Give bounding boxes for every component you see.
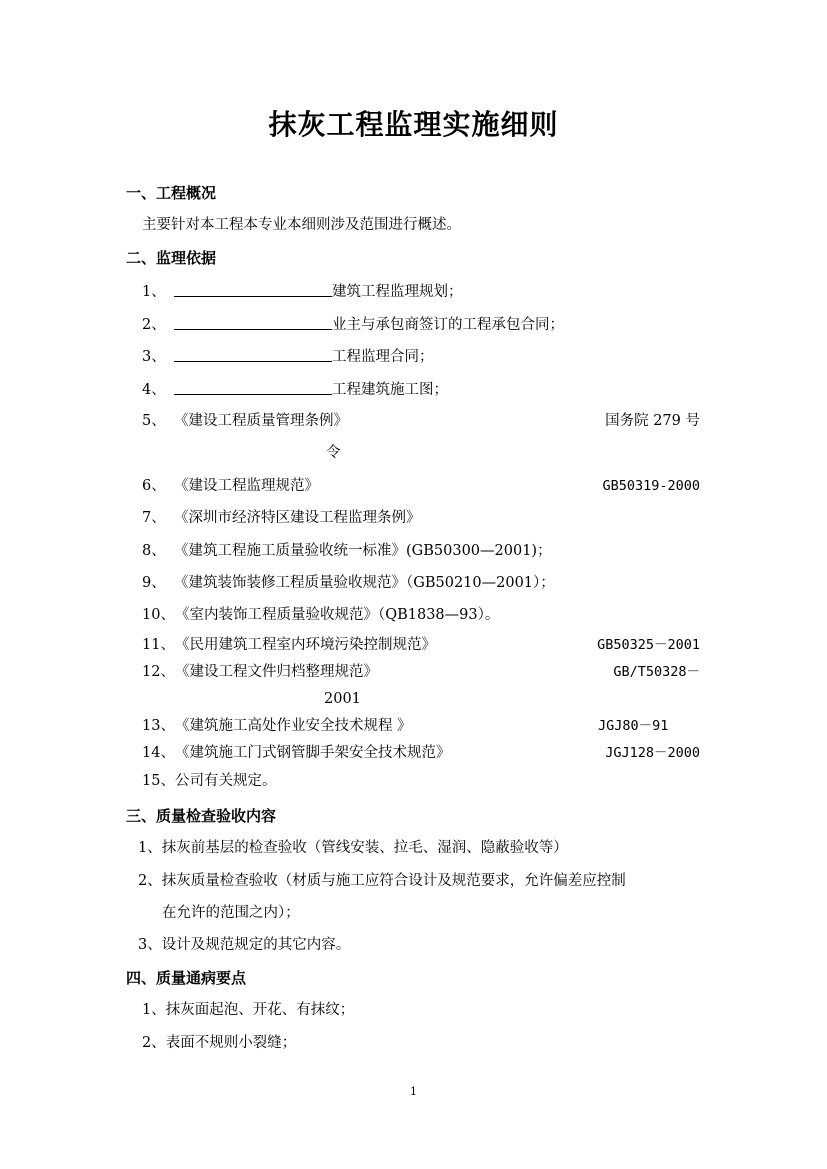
basis-item-4: [142, 379, 448, 400]
item-code: GB50319-2000: [602, 478, 700, 494]
item-text: 工程监理合同；: [332, 349, 434, 365]
item-number: 7、: [142, 510, 166, 526]
item-code: JGJ80－91: [598, 718, 669, 734]
basis-item-11: [142, 635, 436, 655]
basis-item-9: [142, 573, 555, 593]
basis-item-7: [142, 508, 421, 528]
document-title: 抹灰工程监理实施细则: [268, 108, 559, 141]
inspection-item-continuation: 在允许的范围之内）；: [162, 905, 300, 921]
overview-text: 主要针对本工程本专业本细则涉及范围进行概述。: [142, 217, 461, 233]
item-text: 建筑工程监理规划；: [332, 284, 463, 300]
fill-in-blank: [174, 281, 332, 297]
fill-in-blank: [174, 314, 332, 330]
item-text: 《建筑装饰装修工程质量验收规范》（GB50210—2001）；: [174, 575, 555, 591]
inspection-item: 1、抹灰前基层的检查验收（管线安装、拉毛、湿润、隐蔽验收等）: [138, 840, 568, 856]
inspection-item: 3、设计及规范规定的其它内容。: [138, 937, 351, 953]
item-number: 4、: [142, 382, 166, 398]
basis-item-13: [142, 716, 412, 736]
basis-item-5: [142, 411, 348, 431]
item-number: 10、: [142, 607, 175, 623]
item-number: 13、: [142, 718, 175, 734]
fill-in-blank: [174, 346, 332, 362]
basis-item-2: [142, 314, 564, 335]
item-text: 《深圳市经济特区建设工程监理条例》: [174, 510, 421, 526]
item-number: 15、: [142, 773, 175, 789]
item-text: 业主与承包商签订的工程承包合同；: [332, 317, 564, 333]
item-code: GB50325－2001: [597, 637, 700, 653]
basis-item-14: [142, 743, 450, 763]
item-code: 国务院 279 号: [605, 413, 700, 429]
item-code: GB/T50328－: [613, 664, 700, 680]
item-number: 11、: [142, 637, 175, 653]
item-text: 《室内装饰工程质量验收规范》（QB1838—93）。: [174, 607, 500, 623]
basis-item-15: [142, 771, 276, 791]
page-number: 1: [410, 1085, 417, 1098]
section-heading-basis: 二、监理依据: [126, 249, 217, 267]
item-number: 8、: [142, 543, 166, 559]
basis-item-3: [142, 346, 434, 367]
item-code: JGJ128－2000: [605, 745, 700, 761]
item-text: 《建筑施工门式钢管脚手架安全技术规范》: [174, 745, 451, 761]
item-number: 12、: [142, 664, 175, 680]
item-text: 《建设工程监理规范》: [174, 478, 319, 494]
item-number: 5、: [142, 413, 166, 429]
item-text: 《建设工程质量管理条例》: [174, 413, 348, 429]
defect-item: 1、抹灰面起泡、开花、有抹纹；: [142, 1002, 355, 1018]
section-heading-defects: 四、质量通病要点: [126, 969, 247, 987]
item-text: 《建设工程文件归档整理规范》: [174, 664, 378, 680]
defect-item: 2、表面不规则小裂缝；: [142, 1035, 297, 1051]
item-number: 9、: [142, 575, 166, 591]
item-number: 6、: [142, 478, 166, 494]
item-number: 2、: [142, 317, 166, 333]
basis-item-1: [142, 281, 463, 302]
basis-item-12: [142, 662, 378, 682]
item-code-continuation: 2001: [324, 691, 361, 707]
basis-item-8: [142, 541, 552, 561]
item-text: 《建筑工程施工质量验收统一标准》(GB50300—2001)；: [174, 543, 552, 559]
item-text: 工程建筑施工图；: [332, 382, 448, 398]
inspection-item: 2、抹灰质量检查验收（材质与施工应符合设计及规范要求，允许偏差应控制: [138, 873, 626, 889]
fill-in-blank: [174, 379, 332, 395]
basis-item-6: [142, 476, 319, 496]
item-text: 《民用建筑工程室内环境污染控制规范》: [174, 637, 436, 653]
basis-item-10: [142, 605, 499, 625]
item-number: 3、: [142, 349, 166, 365]
item-text: 《建筑施工高处作业安全技术规程 》: [174, 718, 412, 734]
item-text: 公司有关规定。: [174, 773, 277, 789]
section-heading-inspection: 三、质量检查验收内容: [126, 807, 277, 825]
item-code-continuation: 令: [326, 445, 341, 461]
section-heading-overview: 一、工程概况: [126, 184, 217, 202]
item-number: 1、: [142, 284, 166, 300]
item-number: 14、: [142, 745, 175, 761]
